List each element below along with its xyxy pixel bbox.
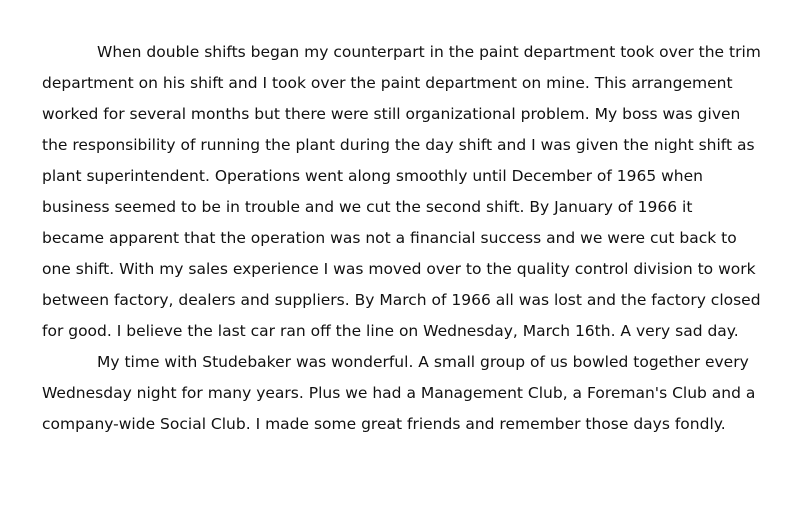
text-line: My time with Studebaker was wonderful. A small group of us bowled together every: [97, 353, 749, 371]
text-line: Wednesday night for many years. Plus we had a Management Club, a Foreman's Club and a: [42, 384, 756, 402]
text-line: department on his shift and I took over the paint department on mine. This arrangement: [42, 74, 733, 92]
text-line: plant superintendent. Operations went along smoothly until December of 1965 when: [42, 167, 703, 185]
text-line: company-wide Social Club. I made some great friends and remember those days fondly.: [42, 415, 726, 433]
text-line: business seemed to be in trouble and we cut the second shift. By January of 1966 it: [42, 198, 693, 216]
text-line: for good. I believe the last car ran off the line on Wednesday, March 16th. A very sad day.: [42, 322, 739, 340]
text-line: between factory, dealers and suppliers. By March of 1966 all was lost and the factory closed: [42, 291, 761, 309]
text-line: one shift. With my sales experience I was moved over to the quality control division to work: [42, 260, 756, 278]
text-line: the responsibility of running the plant during the day shift and I was given the night shift as: [42, 136, 755, 154]
text-line: became apparent that the operation was not a financial success and we were cut back to: [42, 229, 737, 247]
text-line: When double shifts began my counterpart in the paint department took over the trim: [97, 43, 761, 61]
text-line: worked for several months but there were still organizational problem. My boss was given: [42, 105, 741, 123]
